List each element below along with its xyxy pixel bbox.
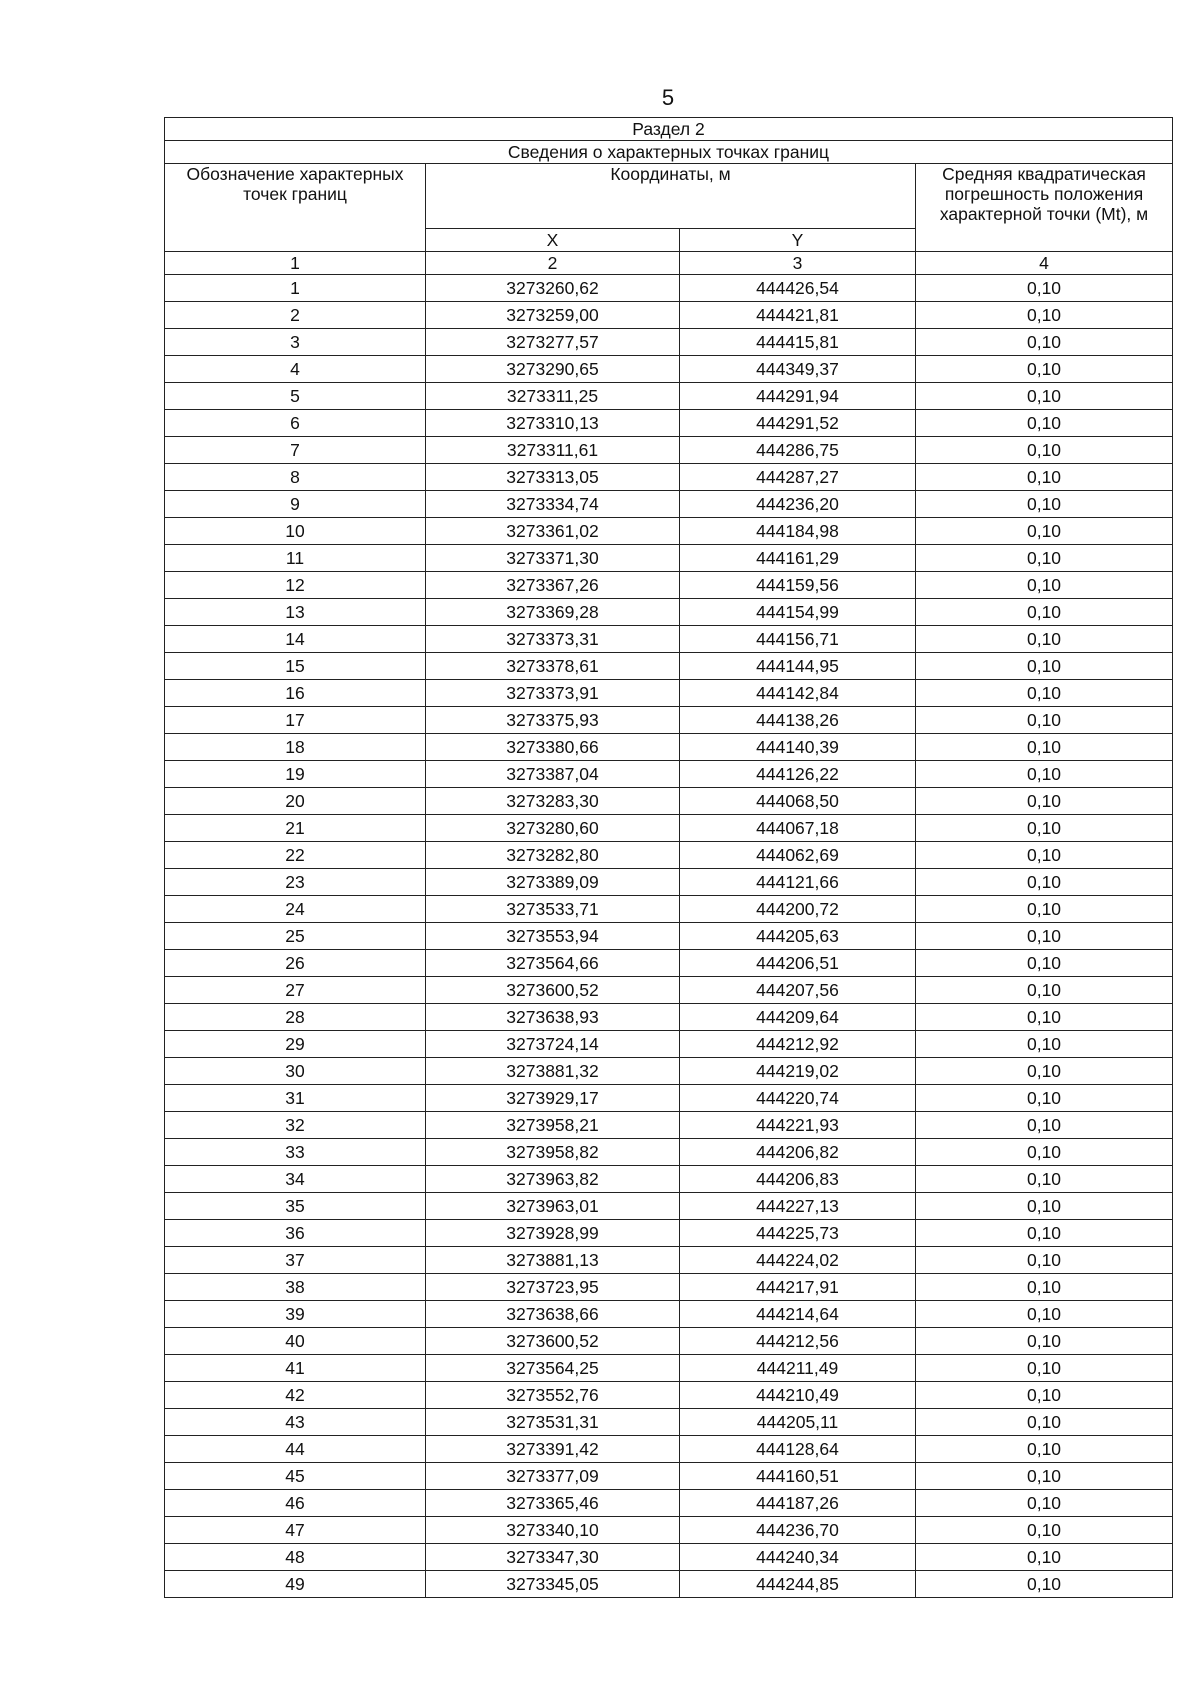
y-coordinate-cell: 444209,64 (680, 1004, 916, 1031)
error-value-cell: 0,10 (916, 788, 1173, 815)
point-number-cell: 30 (165, 1058, 426, 1085)
x-coordinate-cell: 3273387,04 (426, 761, 680, 788)
x-coordinate-cell: 3273600,52 (426, 977, 680, 1004)
error-value-cell: 0,10 (916, 1436, 1173, 1463)
point-number-cell: 28 (165, 1004, 426, 1031)
x-coordinate-cell: 3273929,17 (426, 1085, 680, 1112)
x-coordinate-cell: 3273313,05 (426, 464, 680, 491)
point-number-cell: 10 (165, 518, 426, 545)
y-coordinate-cell: 444291,94 (680, 383, 916, 410)
table-row (165, 1166, 1173, 1193)
table-row (165, 1544, 1173, 1571)
x-coordinate-cell: 3273552,76 (426, 1382, 680, 1409)
error-value-cell: 0,10 (916, 464, 1173, 491)
table-row (165, 707, 1173, 734)
column-number-3: 3 (680, 252, 916, 275)
table-row (165, 437, 1173, 464)
table-row (165, 1220, 1173, 1247)
point-number-cell: 39 (165, 1301, 426, 1328)
error-value-cell: 0,10 (916, 1031, 1173, 1058)
x-coordinate-cell: 3273600,52 (426, 1328, 680, 1355)
y-coordinate-cell: 444286,75 (680, 437, 916, 464)
error-value-cell: 0,10 (916, 896, 1173, 923)
x-coordinate-cell: 3273311,61 (426, 437, 680, 464)
x-coordinate-cell: 3273282,80 (426, 842, 680, 869)
point-number-cell: 15 (165, 653, 426, 680)
point-number-cell: 37 (165, 1247, 426, 1274)
y-coordinate-cell: 444211,49 (680, 1355, 916, 1382)
x-coordinate-cell: 3273334,74 (426, 491, 680, 518)
table-row (165, 1571, 1173, 1598)
x-coordinate-cell: 3273564,66 (426, 950, 680, 977)
x-coordinate-cell: 3273259,00 (426, 302, 680, 329)
error-value-cell: 0,10 (916, 653, 1173, 680)
y-coordinate-cell: 444187,26 (680, 1490, 916, 1517)
x-coordinate-cell: 3273373,31 (426, 626, 680, 653)
error-value-cell: 0,10 (916, 329, 1173, 356)
section-subtitle-row (165, 141, 1173, 164)
table-row (165, 599, 1173, 626)
y-coordinate-cell: 444159,56 (680, 572, 916, 599)
table-row (165, 1031, 1173, 1058)
y-coordinate-cell: 444207,56 (680, 977, 916, 1004)
y-coordinate-cell: 444212,56 (680, 1328, 916, 1355)
error-value-cell: 0,10 (916, 1193, 1173, 1220)
point-number-cell: 33 (165, 1139, 426, 1166)
y-coordinate-cell: 444067,18 (680, 815, 916, 842)
x-coordinate-cell: 3273345,05 (426, 1571, 680, 1598)
error-value-cell: 0,10 (916, 977, 1173, 1004)
x-coordinate-cell: 3273928,99 (426, 1220, 680, 1247)
y-coordinate-cell: 444138,26 (680, 707, 916, 734)
y-coordinate-cell: 444161,29 (680, 545, 916, 572)
table-row (165, 1436, 1173, 1463)
error-value-cell: 0,10 (916, 1112, 1173, 1139)
y-coordinate-cell: 444160,51 (680, 1463, 916, 1490)
point-number-cell: 42 (165, 1382, 426, 1409)
table-row (165, 1139, 1173, 1166)
y-coordinate-cell: 444349,37 (680, 356, 916, 383)
x-coordinate-cell: 3273553,94 (426, 923, 680, 950)
column-header-row (165, 164, 1173, 229)
y-coordinate-cell: 444206,82 (680, 1139, 916, 1166)
y-coordinate-cell: 444140,39 (680, 734, 916, 761)
point-number-cell: 8 (165, 464, 426, 491)
x-coordinate-cell: 3273380,66 (426, 734, 680, 761)
column-number-4: 4 (916, 252, 1173, 275)
table-row (165, 950, 1173, 977)
error-value-cell: 0,10 (916, 491, 1173, 518)
error-value-cell: 0,10 (916, 1058, 1173, 1085)
table-row (165, 626, 1173, 653)
table-row (165, 977, 1173, 1004)
x-coordinate-cell: 3273391,42 (426, 1436, 680, 1463)
x-coordinate-cell: 3273389,09 (426, 869, 680, 896)
y-coordinate-cell: 444224,02 (680, 1247, 916, 1274)
x-coordinate-cell: 3273564,25 (426, 1355, 680, 1382)
y-coordinate-cell: 444206,83 (680, 1166, 916, 1193)
table-row (165, 1382, 1173, 1409)
table-row (165, 1517, 1173, 1544)
table-row (165, 1274, 1173, 1301)
table-row (165, 1328, 1173, 1355)
table-row (165, 896, 1173, 923)
y-coordinate-cell: 444217,91 (680, 1274, 916, 1301)
table-row (165, 1085, 1173, 1112)
table-row (165, 1004, 1173, 1031)
table-row (165, 653, 1173, 680)
x-coordinate-cell: 3273375,93 (426, 707, 680, 734)
error-value-cell: 0,10 (916, 626, 1173, 653)
table-row (165, 329, 1173, 356)
x-coordinate-cell: 3273378,61 (426, 653, 680, 680)
x-coordinate-cell: 3273724,14 (426, 1031, 680, 1058)
table-row (165, 761, 1173, 788)
table-row (165, 464, 1173, 491)
x-coordinate-cell: 3273361,02 (426, 518, 680, 545)
y-coordinate-cell: 444142,84 (680, 680, 916, 707)
x-coordinate-cell: 3273963,01 (426, 1193, 680, 1220)
error-value-cell: 0,10 (916, 275, 1173, 302)
error-value-cell: 0,10 (916, 1382, 1173, 1409)
x-coordinate-cell: 3273377,09 (426, 1463, 680, 1490)
error-value-cell: 0,10 (916, 707, 1173, 734)
table-row (165, 545, 1173, 572)
error-value-cell: 0,10 (916, 545, 1173, 572)
table-row (165, 491, 1173, 518)
table-row (165, 1193, 1173, 1220)
x-coordinate-cell: 3273531,31 (426, 1409, 680, 1436)
point-number-cell: 36 (165, 1220, 426, 1247)
x-coordinate-cell: 3273277,57 (426, 329, 680, 356)
y-coordinate-cell: 444421,81 (680, 302, 916, 329)
table-row (165, 1112, 1173, 1139)
y-coordinate-cell: 444220,74 (680, 1085, 916, 1112)
x-coordinate-cell: 3273963,82 (426, 1166, 680, 1193)
point-number-cell: 41 (165, 1355, 426, 1382)
error-value-cell: 0,10 (916, 356, 1173, 383)
x-coordinate-cell: 3273533,71 (426, 896, 680, 923)
point-number-cell: 44 (165, 1436, 426, 1463)
point-number-cell: 14 (165, 626, 426, 653)
x-coordinate-cell: 3273260,62 (426, 275, 680, 302)
table-row (165, 869, 1173, 896)
error-value-cell: 0,10 (916, 518, 1173, 545)
x-coordinate-cell: 3273369,28 (426, 599, 680, 626)
point-number-cell: 16 (165, 680, 426, 707)
point-number-cell: 32 (165, 1112, 426, 1139)
error-value-cell: 0,10 (916, 383, 1173, 410)
header-point: Обозначение характерных точек границ (165, 164, 426, 252)
table-row (165, 302, 1173, 329)
y-coordinate-cell: 444205,11 (680, 1409, 916, 1436)
table-row (165, 842, 1173, 869)
table-row (165, 788, 1173, 815)
table-row (165, 1409, 1173, 1436)
x-coordinate-cell: 3273311,25 (426, 383, 680, 410)
x-coordinate-cell: 3273958,82 (426, 1139, 680, 1166)
point-number-cell: 49 (165, 1571, 426, 1598)
y-coordinate-cell: 444227,13 (680, 1193, 916, 1220)
error-value-cell: 0,10 (916, 1247, 1173, 1274)
page-number: 5 (661, 85, 675, 110)
y-coordinate-cell: 444126,22 (680, 761, 916, 788)
point-number-cell: 2 (165, 302, 426, 329)
x-coordinate-cell: 3273347,30 (426, 1544, 680, 1571)
error-value-cell: 0,10 (916, 869, 1173, 896)
header-y: Y (680, 229, 916, 252)
point-number-cell: 29 (165, 1031, 426, 1058)
column-number-1: 1 (165, 252, 426, 275)
x-coordinate-cell: 3273723,95 (426, 1274, 680, 1301)
x-coordinate-cell: 3273365,46 (426, 1490, 680, 1517)
error-value-cell: 0,10 (916, 599, 1173, 626)
section-title-row (165, 118, 1173, 141)
y-coordinate-cell: 444221,93 (680, 1112, 916, 1139)
y-coordinate-cell: 444206,51 (680, 950, 916, 977)
y-coordinate-cell: 444225,73 (680, 1220, 916, 1247)
error-value-cell: 0,10 (916, 1571, 1173, 1598)
table-row (165, 572, 1173, 599)
error-value-cell: 0,10 (916, 842, 1173, 869)
error-value-cell: 0,10 (916, 1517, 1173, 1544)
point-number-cell: 7 (165, 437, 426, 464)
point-number-cell: 9 (165, 491, 426, 518)
x-coordinate-cell: 3273283,30 (426, 788, 680, 815)
x-coordinate-cell: 3273881,32 (426, 1058, 680, 1085)
table-row (165, 518, 1173, 545)
point-number-cell: 4 (165, 356, 426, 383)
x-coordinate-cell: 3273290,65 (426, 356, 680, 383)
column-number-row (165, 252, 1173, 275)
point-number-cell: 47 (165, 1517, 426, 1544)
point-number-cell: 34 (165, 1166, 426, 1193)
point-number-cell: 13 (165, 599, 426, 626)
error-value-cell: 0,10 (916, 1166, 1173, 1193)
error-value-cell: 0,10 (916, 1409, 1173, 1436)
y-coordinate-cell: 444219,02 (680, 1058, 916, 1085)
point-number-cell: 35 (165, 1193, 426, 1220)
point-number-cell: 24 (165, 896, 426, 923)
x-coordinate-cell: 3273310,13 (426, 410, 680, 437)
point-number-cell: 12 (165, 572, 426, 599)
error-value-cell: 0,10 (916, 1328, 1173, 1355)
table-row (165, 1058, 1173, 1085)
point-number-cell: 38 (165, 1274, 426, 1301)
table-row (165, 680, 1173, 707)
table-row (165, 734, 1173, 761)
y-coordinate-cell: 444144,95 (680, 653, 916, 680)
error-value-cell: 0,10 (916, 1220, 1173, 1247)
table-row (165, 1463, 1173, 1490)
point-number-cell: 31 (165, 1085, 426, 1112)
y-coordinate-cell: 444068,50 (680, 788, 916, 815)
error-value-cell: 0,10 (916, 572, 1173, 599)
y-coordinate-cell: 444240,34 (680, 1544, 916, 1571)
y-coordinate-cell: 444156,71 (680, 626, 916, 653)
point-number-cell: 19 (165, 761, 426, 788)
table-row (165, 1490, 1173, 1517)
y-coordinate-cell: 444426,54 (680, 275, 916, 302)
header-x: X (426, 229, 680, 252)
y-coordinate-cell: 444214,64 (680, 1301, 916, 1328)
header-error: Средняя квадратическая погрешность положения характерной точки (Mt), м (916, 164, 1173, 252)
y-coordinate-cell: 444121,66 (680, 869, 916, 896)
table-row (165, 383, 1173, 410)
table-row (165, 275, 1173, 302)
point-number-cell: 48 (165, 1544, 426, 1571)
boundary-points-table (164, 117, 1173, 1598)
error-value-cell: 0,10 (916, 923, 1173, 950)
y-coordinate-cell: 444287,27 (680, 464, 916, 491)
point-number-cell: 23 (165, 869, 426, 896)
point-number-cell: 17 (165, 707, 426, 734)
x-coordinate-cell: 3273280,60 (426, 815, 680, 842)
point-number-cell: 22 (165, 842, 426, 869)
error-value-cell: 0,10 (916, 302, 1173, 329)
error-value-cell: 0,10 (916, 761, 1173, 788)
point-number-cell: 43 (165, 1409, 426, 1436)
point-number-cell: 40 (165, 1328, 426, 1355)
y-coordinate-cell: 444210,49 (680, 1382, 916, 1409)
y-coordinate-cell: 444236,70 (680, 1517, 916, 1544)
x-coordinate-cell: 3273371,30 (426, 545, 680, 572)
y-coordinate-cell: 444062,69 (680, 842, 916, 869)
y-coordinate-cell: 444154,99 (680, 599, 916, 626)
x-coordinate-cell: 3273367,26 (426, 572, 680, 599)
point-number-cell: 20 (165, 788, 426, 815)
error-value-cell: 0,10 (916, 1544, 1173, 1571)
table-row (165, 410, 1173, 437)
x-coordinate-cell: 3273881,13 (426, 1247, 680, 1274)
point-number-cell: 6 (165, 410, 426, 437)
y-coordinate-cell: 444200,72 (680, 896, 916, 923)
error-value-cell: 0,10 (916, 815, 1173, 842)
point-number-cell: 25 (165, 923, 426, 950)
y-coordinate-cell: 444128,64 (680, 1436, 916, 1463)
error-value-cell: 0,10 (916, 437, 1173, 464)
y-coordinate-cell: 444212,92 (680, 1031, 916, 1058)
point-number-cell: 3 (165, 329, 426, 356)
section-subtitle: Сведения о характерных точках границ (165, 141, 1173, 164)
x-coordinate-cell: 3273373,91 (426, 680, 680, 707)
error-value-cell: 0,10 (916, 1463, 1173, 1490)
y-coordinate-cell: 444236,20 (680, 491, 916, 518)
error-value-cell: 0,10 (916, 1274, 1173, 1301)
section-title: Раздел 2 (165, 118, 1173, 141)
point-number-cell: 46 (165, 1490, 426, 1517)
point-number-cell: 18 (165, 734, 426, 761)
point-number-cell: 45 (165, 1463, 426, 1490)
table-row (165, 923, 1173, 950)
error-value-cell: 0,10 (916, 1139, 1173, 1166)
table-row (165, 1301, 1173, 1328)
table-row (165, 356, 1173, 383)
table-row (165, 815, 1173, 842)
point-number-cell: 1 (165, 275, 426, 302)
y-coordinate-cell: 444244,85 (680, 1571, 916, 1598)
y-coordinate-cell: 444291,52 (680, 410, 916, 437)
error-value-cell: 0,10 (916, 1301, 1173, 1328)
column-number-2: 2 (426, 252, 680, 275)
header-coords: Координаты, м (426, 164, 916, 229)
x-coordinate-cell: 3273340,10 (426, 1517, 680, 1544)
x-coordinate-cell: 3273638,93 (426, 1004, 680, 1031)
point-number-cell: 21 (165, 815, 426, 842)
error-value-cell: 0,10 (916, 1085, 1173, 1112)
table-row (165, 1247, 1173, 1274)
point-number-cell: 11 (165, 545, 426, 572)
point-number-cell: 5 (165, 383, 426, 410)
point-number-cell: 26 (165, 950, 426, 977)
error-value-cell: 0,10 (916, 410, 1173, 437)
error-value-cell: 0,10 (916, 680, 1173, 707)
error-value-cell: 0,10 (916, 1004, 1173, 1031)
error-value-cell: 0,10 (916, 734, 1173, 761)
error-value-cell: 0,10 (916, 1355, 1173, 1382)
x-coordinate-cell: 3273638,66 (426, 1301, 680, 1328)
error-value-cell: 0,10 (916, 1490, 1173, 1517)
table-row (165, 1355, 1173, 1382)
error-value-cell: 0,10 (916, 950, 1173, 977)
y-coordinate-cell: 444415,81 (680, 329, 916, 356)
y-coordinate-cell: 444205,63 (680, 923, 916, 950)
y-coordinate-cell: 444184,98 (680, 518, 916, 545)
point-number-cell: 27 (165, 977, 426, 1004)
x-coordinate-cell: 3273958,21 (426, 1112, 680, 1139)
